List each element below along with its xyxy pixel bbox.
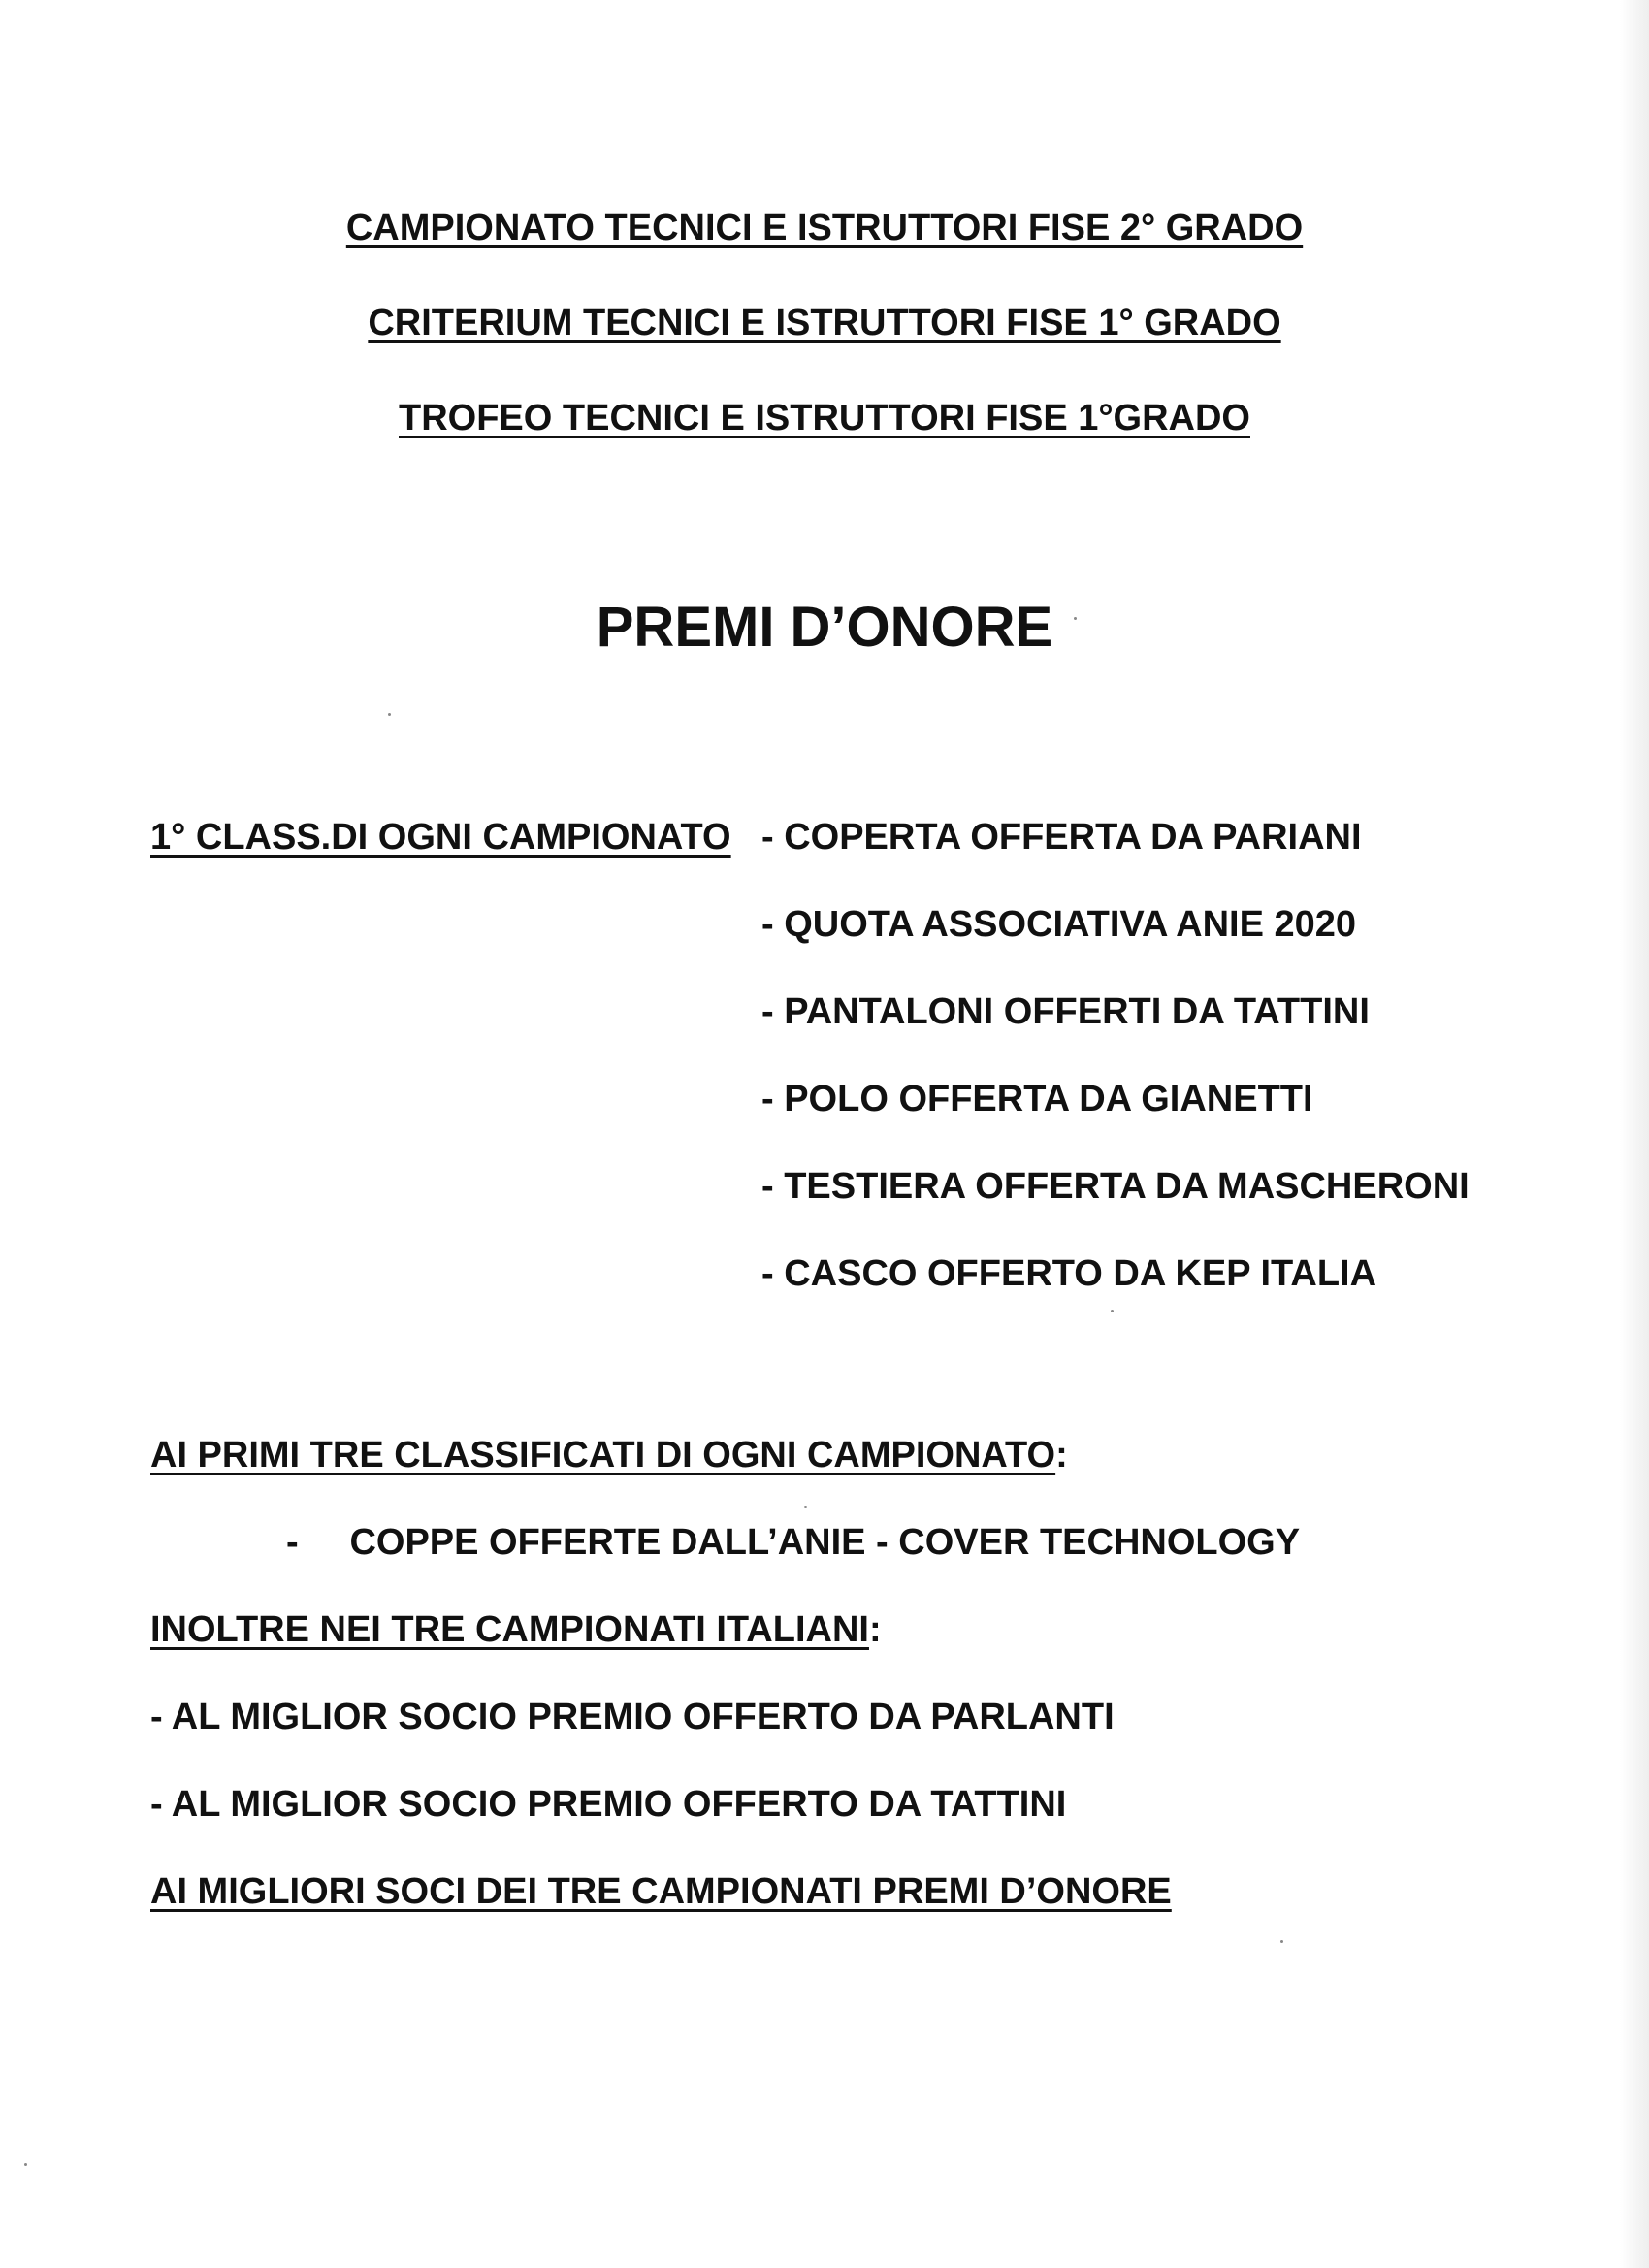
scan-speck (388, 713, 391, 716)
header-line-criterium: CRITERIUM TECNICI E ISTRUTTORI FISE 1° GRADO (368, 303, 1281, 343)
prize-item: - CASCO OFFERTO DA KEP ITALIA (761, 1253, 1377, 1294)
best-member-item: - AL MIGLIOR SOCIO PREMIO OFFERTO DA PARLANTI (150, 1697, 1115, 1737)
top-three-heading-colon: : (1055, 1435, 1068, 1475)
best-member-item: - AL MIGLIOR SOCIO PREMIO OFFERTO DA TATTINI (150, 1784, 1067, 1825)
prize-item: - COPERTA OFFERTA DA PARIANI (761, 817, 1362, 858)
scan-speck (1074, 617, 1077, 620)
top-three-heading (150, 1433, 1068, 1477)
first-class-label: 1° CLASS.DI OGNI CAMPIONATO (150, 817, 731, 858)
cups-item: - COPPE OFFERTE DALL’ANIE - COVER TECHNOLOGY (286, 1522, 1301, 1563)
italian-championships-heading (150, 1607, 882, 1652)
scan-speck (24, 2163, 27, 2166)
page-title: PREMI D’ONORE (596, 596, 1053, 659)
italian-heading-text: INOLTRE NEI TRE CAMPIONATI ITALIANI (150, 1609, 869, 1650)
top-three-heading-text: AI PRIMI TRE CLASSIFICATI DI OGNI CAMPIONATO (150, 1435, 1056, 1475)
italian-heading-colon: : (868, 1609, 882, 1650)
prize-item: - TESTIERA OFFERTA DA MASCHERONI (761, 1166, 1470, 1207)
scan-speck (804, 1506, 807, 1508)
prize-item: - QUOTA ASSOCIATIVA ANIE 2020 (761, 904, 1357, 945)
prize-item: - PANTALONI OFFERTI DA TATTINI (761, 991, 1370, 1032)
prize-item: - POLO OFFERTA DA GIANETTI (761, 1079, 1313, 1119)
footer-heading: AI MIGLIORI SOCI DEI TRE CAMPIONATI PREMI D’ONORE (150, 1871, 1172, 1912)
scan-speck (1280, 1940, 1283, 1943)
header-line-trofeo: TROFEO TECNICI E ISTRUTTORI FISE 1°GRADO (399, 398, 1250, 438)
header-line-campionato: CAMPIONATO TECNICI E ISTRUTTORI FISE 2° GRADO (345, 208, 1304, 248)
scan-speck (1111, 1310, 1114, 1312)
